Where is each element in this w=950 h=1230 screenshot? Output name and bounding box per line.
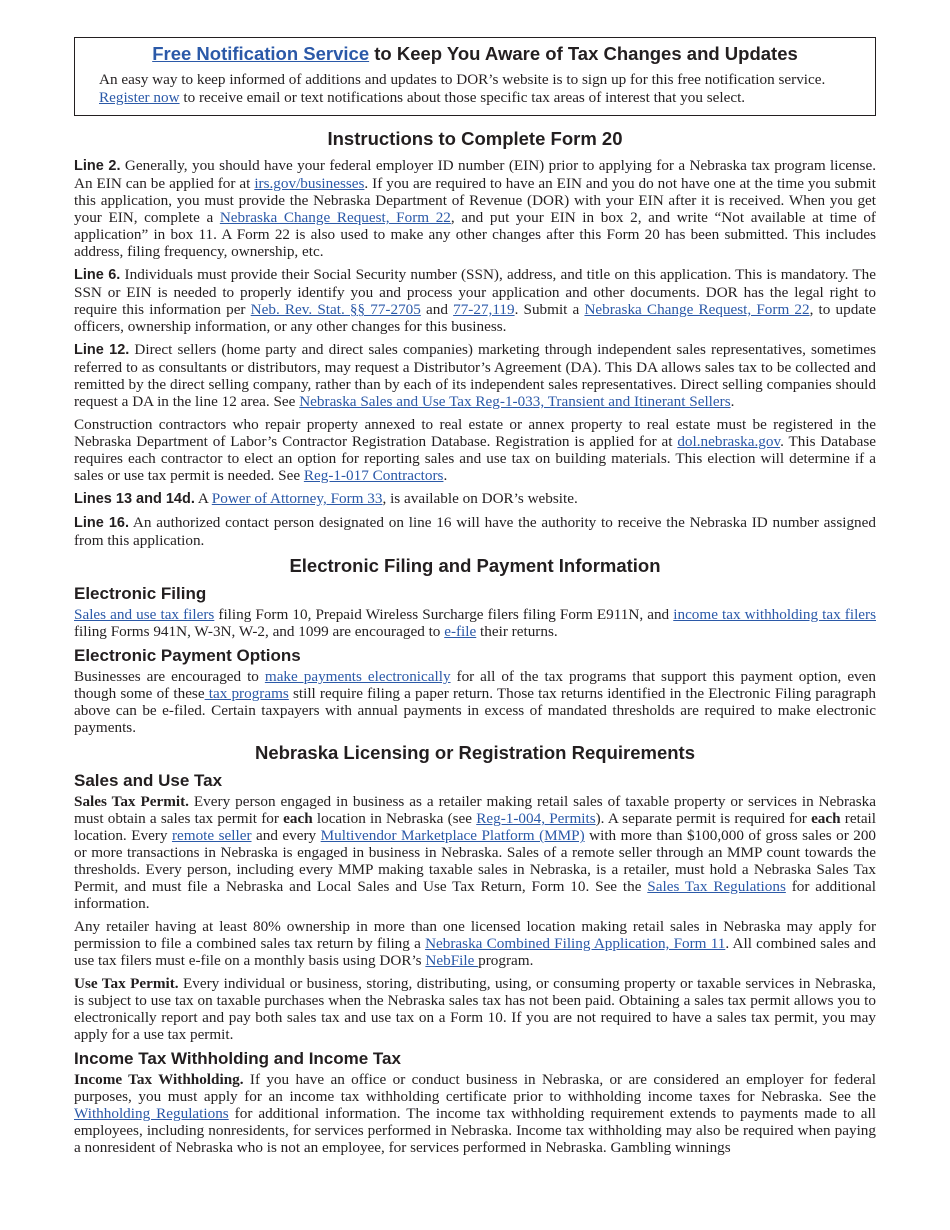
- reg-1-004-link[interactable]: Reg-1-004, Permits: [476, 810, 596, 828]
- withholding-tax-filers-link[interactable]: income tax withholding tax filers: [673, 606, 876, 624]
- statute-77-27119-link[interactable]: 77-27,119: [453, 301, 515, 319]
- make-payments-link[interactable]: make payments electronically: [264, 668, 451, 686]
- construction-contractors-paragraph: Construction contractors who repair property annexed to real estate or annex property to real estate must be registered in the Nebraska Department of Labor’s Contractor Registration Database. Registration is applied for at dol.nebraska.gov. This Database requires each contractor to elect an option for reporting sales and use tax on building materials. This election will determine if a sales or use tax permit is needed. See Reg-1-017 Contractors.: [74, 416, 876, 485]
- statute-77-2705-link[interactable]: Neb. Rev. Stat. §§ 77-2705: [250, 301, 421, 319]
- notice-title: Free Notification Service to Keep You Aware of Tax Changes and Updates: [152, 43, 798, 64]
- notice-body: An easy way to keep informed of additions and updates to DOR’s website is to sign up for this free notification service. Register now to receive email or text notifications about those specific tax areas of interest that you select.: [99, 71, 826, 106]
- sales-tax-permit-paragraph: Sales Tax Permit. Every person engaged in business as a retailer making retail sales of taxable property or services in Nebraska must obtain a sales tax permit for each location in Nebraska (see Reg-1-004, Permits). A separate permit is required for each retail location. Every remote seller and every Multivendor Marketplace Platform (MMP) with more than $100,000 of gross sales or 200 or more transactions in Nebraska is engaged in business in Nebraska. Sales of a remote seller through an MMP count towards the thresholds. Every person, including every MMP making taxable sales in Nebraska, is a retailer, must hold a Nebraska Sales Tax Permit, and must file a Nebraska and Local Sales and Use Tax Return, Form 10. See the Sales Tax Regulations for additional information.: [74, 793, 877, 913]
- mmp-link[interactable]: Multivendor Marketplace Platform (MMP): [320, 827, 585, 845]
- form-33-link[interactable]: Power of Attorney, Form 33: [211, 490, 383, 508]
- form-22-link[interactable]: Nebraska Change Request, Form 22: [584, 301, 810, 319]
- licensing-heading: Nebraska Licensing or Registration Requirements: [254, 742, 695, 764]
- electronic-filing-subheading: Electronic Filing: [74, 584, 207, 604]
- instructions-heading: Instructions to Complete Form 20: [327, 128, 623, 150]
- form-11-link[interactable]: Nebraska Combined Filing Application, Form 11: [425, 935, 726, 953]
- free-notification-service-link[interactable]: Free Notification Service: [152, 43, 370, 64]
- electronic-payment-paragraph: Businesses are encouraged to make payments electronically for all of the tax programs that support this payment option, even though some of these tax programs still require filing a paper return. Those tax returns identified in the Electronic Filing paragraph above can be e-filed. Certain taxpayers with annual payments in excess of mandated thresholds are required to make electronic payments.: [74, 668, 876, 737]
- combined-filing-paragraph: Any retailer having at least 80% ownership in more than one licensed location making retail sales in Nebraska may apply for permission to file a combined sales tax return by filing a Nebraska Combined Filing Application, Form 11. All combined sales and use tax filers must e-file on a monthly basis using DOR’s NebFile program.: [74, 918, 876, 970]
- reg-1-033-link[interactable]: Nebraska Sales and Use Tax Reg-1-033, Transient and Itinerant Sellers: [299, 393, 731, 411]
- income-tax-withholding-paragraph: Income Tax Withholding. If you have an office or conduct business in Nebraska, or are considered an employer for federal purposes, you must apply for an income tax withholding certificate prior to withholding income taxes for Nebraska. See the Withholding Regulations for additional information. The income tax withholding requirement extends to payments made to all employees, including nonresidents, for services performed in Nebraska. Income tax withholding may also be required when paying a nonresident of Nebraska who is not an employee, for services performed in Nebraska. Gambling winnings: [74, 1071, 877, 1157]
- form-22-link[interactable]: Nebraska Change Request, Form 22: [219, 209, 451, 227]
- line-16-paragraph: Line 16. An authorized contact person designated on line 16 will have the authority to receive the Nebraska ID number assigned from this application.: [74, 514, 876, 550]
- dol-nebraska-link[interactable]: dol.nebraska.gov: [677, 433, 781, 451]
- electronic-payment-subheading: Electronic Payment Options: [74, 646, 301, 666]
- register-now-link[interactable]: Register now: [99, 88, 180, 106]
- withholding-regulations-link[interactable]: Withholding Regulations: [74, 1105, 229, 1123]
- electronic-filing-paragraph: Sales and use tax filers filing Form 10, Prepaid Wireless Surcharge filers filing Form E911N, and income tax withholding tax filers filing Forms 941N, W-3N, W-2, and 1099 are encouraged to e-file their returns.: [74, 606, 876, 641]
- remote-seller-link[interactable]: remote seller: [171, 827, 252, 845]
- line-6-paragraph: Line 6. Individuals must provide their Social Security number (SSN), address, and title on this application. This is mandatory. The SSN or EIN is needed to properly identify you and process your application and other documents. DOR has the legal right to require this information per Neb. Rev. Stat. §§ 77-2705 and 77-27,119. Submit a Nebraska Change Request, Form 22, to update officers, ownership information, or any other changes for this business.: [74, 266, 877, 336]
- nebfile-link[interactable]: NebFile: [425, 952, 479, 970]
- e-file-link[interactable]: e-file: [444, 623, 477, 641]
- sales-use-tax-filers-link[interactable]: Sales and use tax filers: [74, 606, 215, 624]
- line-12-paragraph: Line 12. Direct sellers (home party and direct sales companies) marketing through independent sales representatives, sometimes referred to as consultants or distributors, may request a Distributor’s Agreement (DA). This DA allows sales tax to be collected and remitted by the direct selling company, rather than by each of its independent sales representatives. Direct selling companies should request a DA in the line 12 area. See Nebraska Sales and Use Tax Reg-1-033, Transient and Itinerant Sellers.: [74, 341, 876, 411]
- efiling-heading: Electronic Filing and Payment Information: [289, 555, 661, 577]
- lines-13-14d-paragraph: Lines 13 and 14d. A Power of Attorney, Form 33, is available on DOR’s website.: [74, 490, 578, 508]
- line-2-paragraph: Line 2. Generally, you should have your federal employer ID number (EIN) prior to applying for a Nebraska tax program license. An EIN can be applied for at irs.gov/businesses. If you are required to have an EIN and you do not have one at the time you submit this application, you must provide the Nebraska Department of Revenue (DOR) with your EIN after it is received. When you get your EIN, complete a Nebraska Change Request, Form 22, and put your EIN in box 2, and write “Not available at time of application” in box 11. A Form 22 is also used to make any other changes after this Form 20 has been submitted. This includes address, filing frequency, ownership, etc.: [74, 157, 876, 261]
- income-tax-subheading: Income Tax Withholding and Income Tax: [74, 1049, 401, 1069]
- notification-notice-box: [74, 37, 876, 116]
- tax-programs-link[interactable]: tax programs: [204, 685, 289, 703]
- sales-use-tax-subheading: Sales and Use Tax: [74, 771, 223, 791]
- irs-businesses-link[interactable]: irs.gov/businesses: [254, 175, 365, 193]
- use-tax-permit-paragraph: Use Tax Permit. Every individual or business, storing, distributing, using, or consuming property or taxable services in Nebraska, is subject to use tax on taxable purchases when the Nebraska sales tax has not been paid. Obtaining a sales tax permit allows you to electronically report and pay both sales tax and use tax on a Form 10. If you are not required to have a sales tax permit, you may apply for a use tax permit.: [74, 975, 876, 1044]
- reg-1-017-link[interactable]: Reg-1-017 Contractors: [303, 467, 444, 485]
- sales-tax-regulations-link[interactable]: Sales Tax Regulations: [647, 878, 786, 896]
